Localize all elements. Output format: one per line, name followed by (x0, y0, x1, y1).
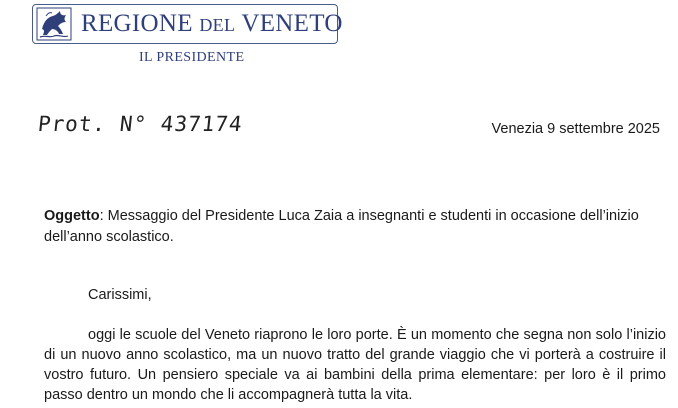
subject-label: Oggetto (44, 208, 100, 224)
body-paragraph: oggi le scuole del Veneto riaprono le loro porte. È un momento che segna non solo l’inizio di un nuovo anno scolastico, ma un nuovo tratto del grande viaggio che vi porterà a costruire il vostro futuro. Un pensiero speciale va ai bambini della prima elementare: per loro è il primo passo dentro un mondo che li accompagnerà tutta la vita. (44, 327, 666, 403)
subject-separator: : (99, 208, 104, 224)
subject-text: Messaggio del Presidente Luca Zaia a insegnanti e studenti in occasione dell’inizio dell’anno scolastico. (44, 208, 639, 245)
salutation: Carissimi, (88, 287, 152, 303)
office-title: IL PRESIDENTE (139, 50, 245, 65)
organization-name: REGIONE DEL VENETO (81, 10, 343, 37)
lion-crest-icon (36, 7, 72, 41)
place-date: Venezia 9 settembre 2025 (491, 121, 660, 137)
subject-line (44, 206, 664, 248)
protocol-number: Prot. N° 437174 (36, 112, 244, 136)
letterhead (32, 4, 343, 44)
